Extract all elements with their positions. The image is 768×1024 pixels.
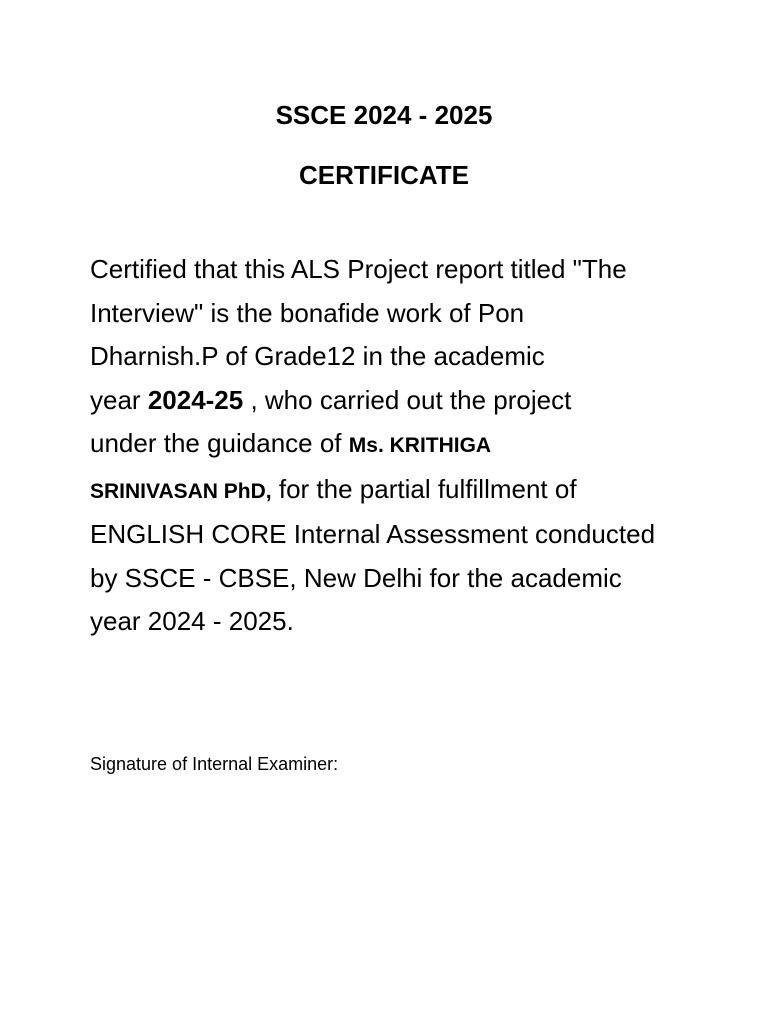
certificate-body: [90, 248, 690, 644]
body-line-8: by SSCE - CBSE, New Delhi for the academic: [90, 562, 622, 593]
session-heading: SSCE 2024 - 2025: [275, 100, 493, 130]
guide-name-part-1: Ms. KRITHIGA: [348, 434, 492, 457]
body-line-7: ENGLISH CORE Internal Assessment conducted: [90, 519, 656, 549]
body-line-5: [90, 422, 690, 468]
fulfillment-text: for the partial fulfillment of: [271, 473, 577, 504]
guide-name-part-2: SRINIVASAN PhD,: [90, 479, 272, 503]
body-line-1: Certified that this ALS Project report titled "The: [90, 254, 627, 284]
certificate-title: CERTIFICATE: [299, 160, 469, 190]
year-prefix: year: [90, 384, 148, 415]
body-line-2: Interview" is the bonafide work of Pon: [90, 297, 525, 328]
body-line-4: [90, 379, 690, 423]
body-line-3: Dharnish.P of Grade12 in the academic: [90, 341, 545, 371]
body-line-6: [90, 468, 690, 514]
signature-label: Signature of Internal Examiner:: [90, 754, 339, 774]
guidance-prefix: under the guidance of: [90, 428, 349, 458]
academic-year: 2024-25: [147, 384, 244, 415]
body-line-9: year 2024 - 2025.: [90, 606, 294, 636]
year-suffix: , who carried out the project: [243, 384, 572, 415]
